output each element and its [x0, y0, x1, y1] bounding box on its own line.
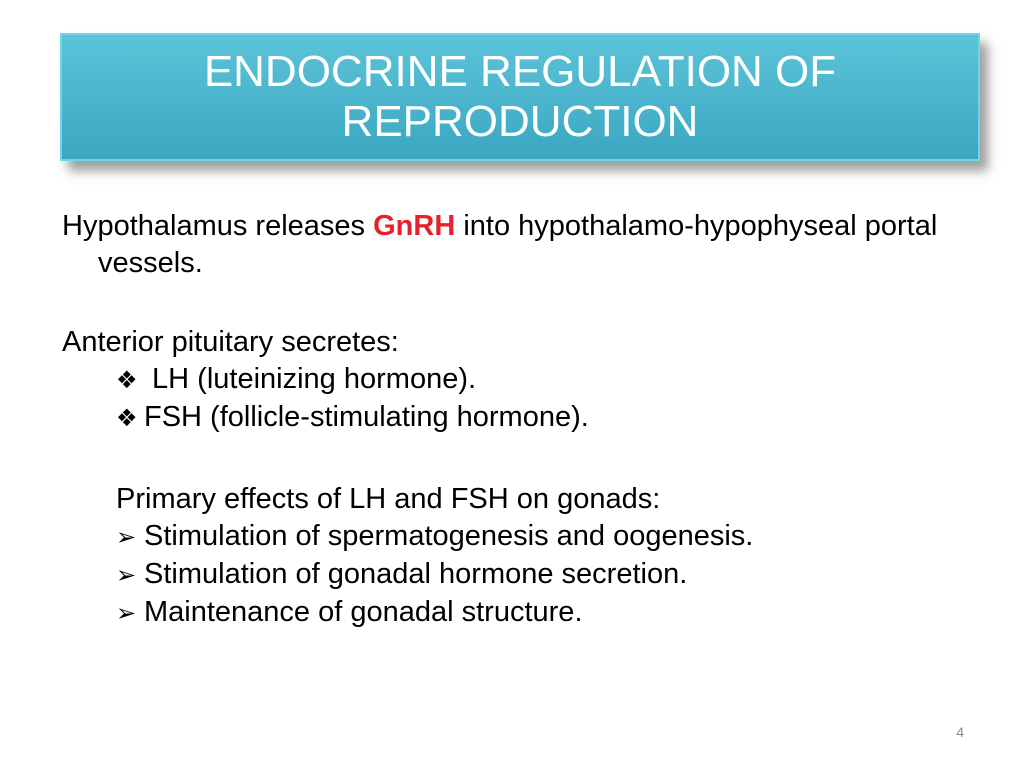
title-banner: [60, 33, 980, 161]
diamond-bullet-icon: ❖: [116, 367, 138, 394]
list-item-fsh: [62, 399, 962, 437]
list-item-text: Maintenance of gonadal structure.: [144, 596, 583, 628]
slide-body: [62, 208, 962, 632]
paragraph-pituitary: Anterior pituitary secretes:: [62, 326, 399, 358]
list-item-gonadal-structure: [62, 594, 962, 632]
list-item-text: LH (luteinizing hormone).: [144, 363, 477, 395]
gnrh-highlight: GnRH: [373, 210, 456, 242]
list-item-text: FSH (follicle-stimulating hormone).: [144, 401, 589, 433]
diamond-bullet-icon: ❖: [116, 405, 138, 432]
list-item-lh: [62, 361, 962, 399]
slide-title: ENDOCRINE REGULATION OF REPRODUCTION: [203, 47, 837, 146]
page-number: 4: [956, 724, 964, 740]
arrow-bullet-icon: ➢: [116, 600, 137, 627]
paragraph-prefix: Hypothalamus releases: [62, 210, 374, 242]
paragraph-suffix: into hypothalamo-hypophyseal portal vessels.: [98, 210, 938, 279]
arrow-bullet-icon: ➢: [116, 562, 137, 589]
list-item-text: Stimulation of gonadal hormone secretion.: [144, 558, 688, 590]
spacer: [62, 282, 962, 324]
paragraph-hypothalamus: [62, 208, 962, 282]
list-item-spermatogenesis: [62, 518, 962, 556]
list-item-hormone-secretion: [62, 556, 962, 594]
spacer: [62, 437, 962, 481]
paragraph-primary-effects: Primary effects of LH and FSH on gonads:: [116, 483, 661, 515]
arrow-bullet-icon: ➢: [116, 524, 137, 551]
list-item-text: Stimulation of spermatogenesis and oogenesis.: [144, 520, 754, 552]
